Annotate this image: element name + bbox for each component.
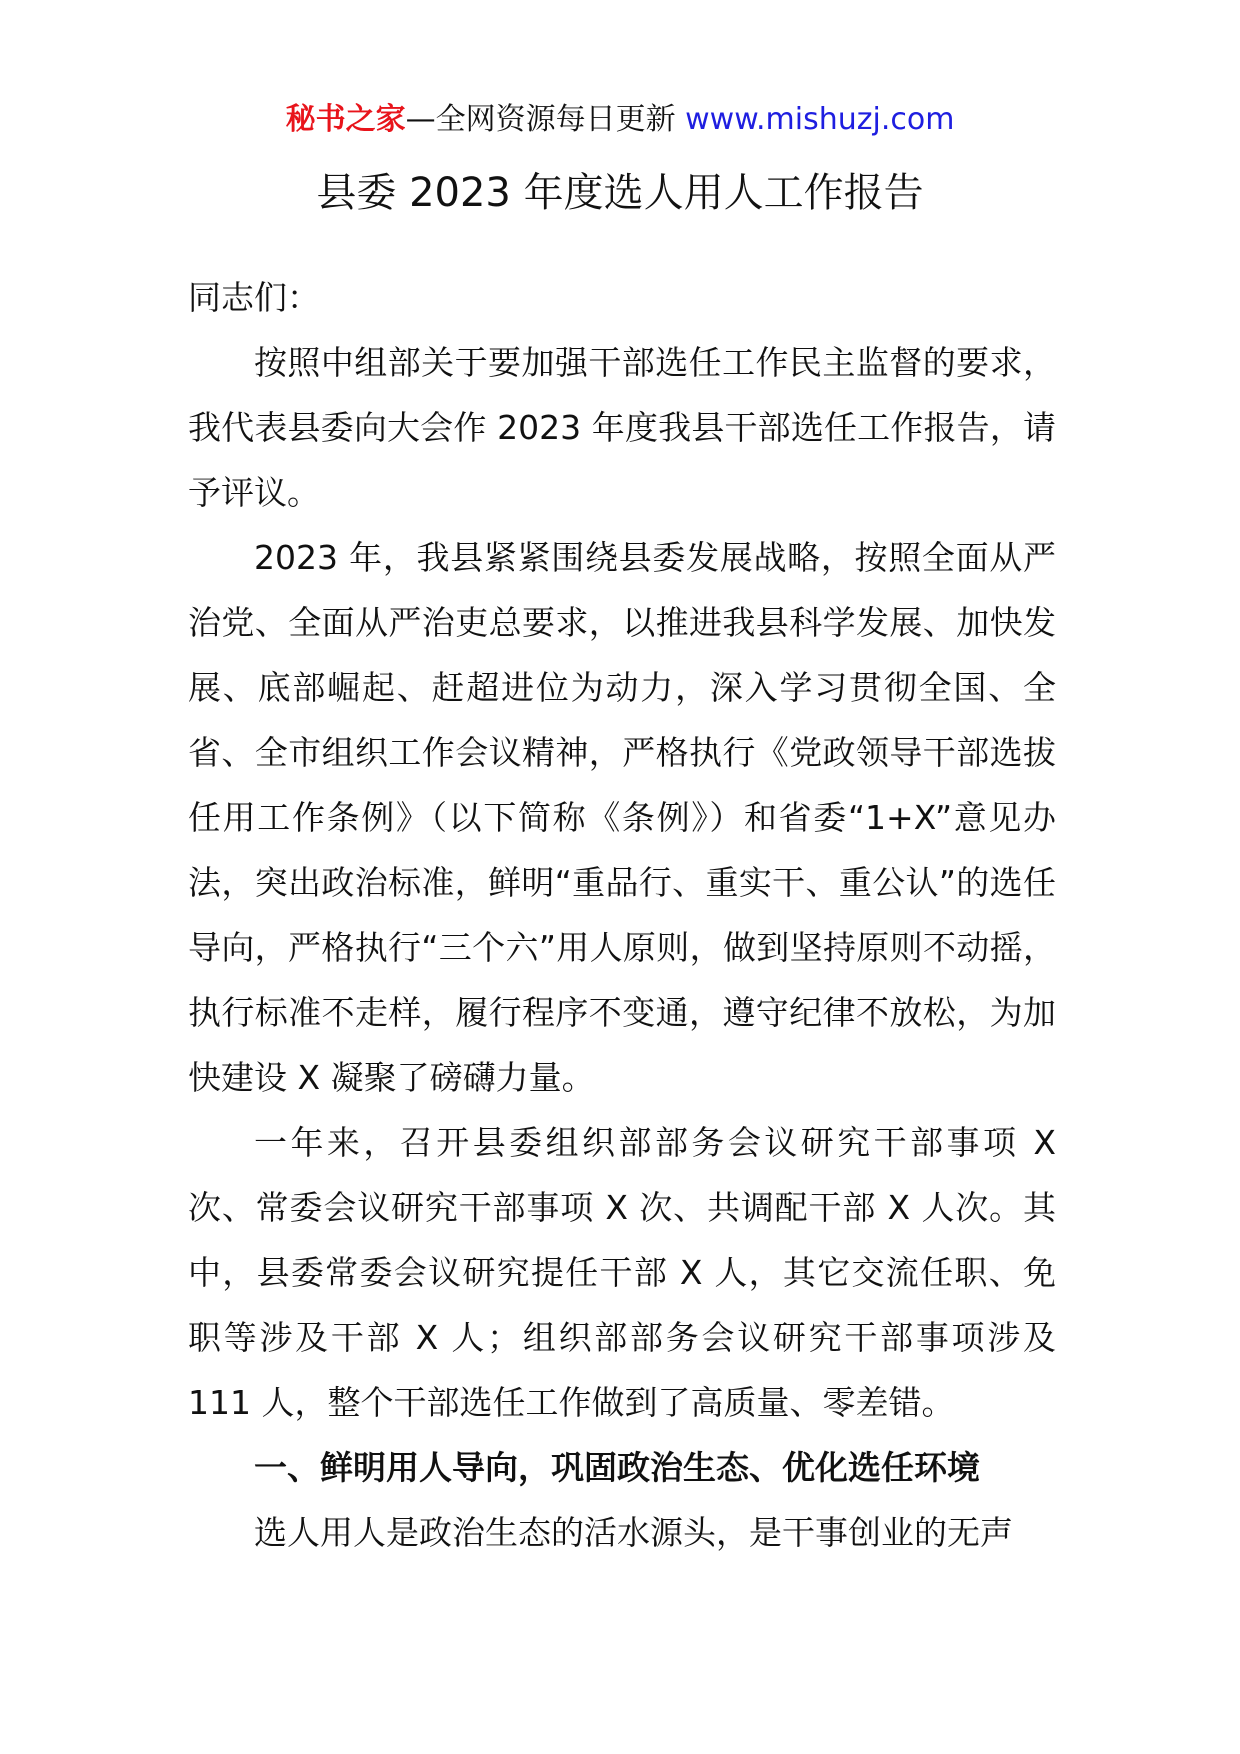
salutation: 同志们： [188, 278, 320, 317]
document-body [188, 265, 1056, 1565]
site-brand: 秘书之家 [285, 102, 406, 137]
site-url-link[interactable]: www.mishuzj.com [685, 102, 955, 137]
site-header [0, 100, 1240, 140]
site-tagline: —全网资源每日更新 [405, 102, 676, 137]
paragraph: 按照中组部关于要加强干部选任工作民主监督的要求，我代表县委向大会作 2023 年度我县干部选任工作报告，请予评议。 [188, 343, 1056, 512]
paragraph: 2023 年，我县紧紧围绕县委发展战略，按照全面从严治党、全面从严治吏总要求，以推进我县科学发展、加快发展、底部崛起、赶超进位为动力，深入学习贯彻全国、全省、全市组织工作会议精神，严格执行《党政领导干部选拔任用工作条例》（以下简称《条例》）和省委“1+X”意见办法，突出政治标准，鲜明“重品行、重实干、重公认”的选任导向，严格执行“三个六”用人原则，做到坚持原则不动摇，执行标准不走样，履行程序不变通，遵守纪律不放松，为加快建设 X 凝聚了磅礴力量。 [188, 538, 1056, 1097]
paragraph: 一年来，召开县委组织部部务会议研究干部事项 X 次、常委会议研究干部事项 X 次、共调配干部 X 人次。其中，县委常委会议研究提任干部 X 人，其它交流任职、免职等涉及干部 X 人；组织部部务会议研究干部事项涉及 111 人，整个干部选任工作做到了高质量、零差错。 [188, 1123, 1056, 1422]
paragraph: 选人用人是政治生态的活水源头，是干事创业的无声 [254, 1513, 1013, 1552]
document-title: 县委 2023 年度选人用人工作报告 [316, 170, 924, 216]
section-heading: 一、鲜明用人导向，巩固政治生态、优化选任环境 [254, 1448, 980, 1487]
